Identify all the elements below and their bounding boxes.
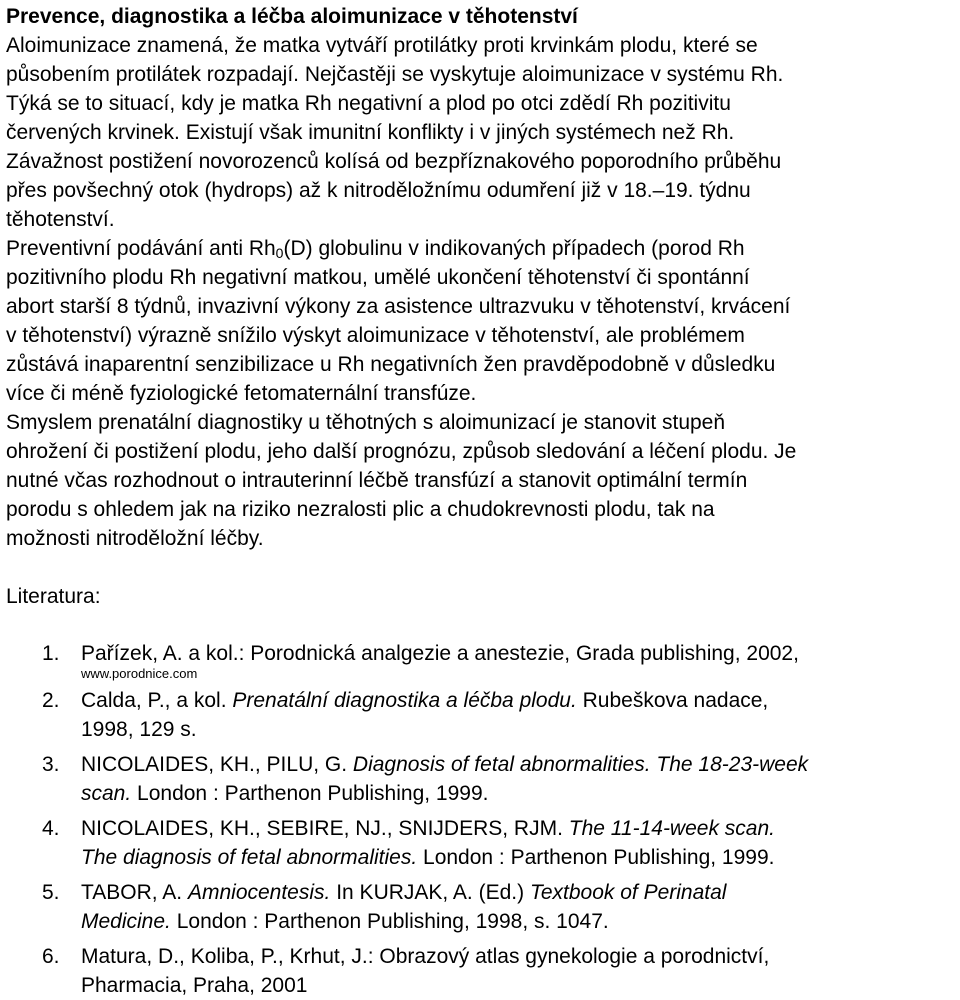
text-line: zůstává inaparentní senzibilizace u Rh negativních žen pravděpodobně v důsledku	[6, 353, 776, 376]
reference-text	[81, 814, 960, 843]
reference-url: www.porodnice.com	[81, 666, 198, 681]
text-line	[6, 234, 960, 263]
text-fragment: In KURJAK, A. (Ed.)	[330, 881, 530, 904]
text-line: Smyslem prenatální diagnostiky u těhotných s aloimunizací je stanovit stupeň	[6, 411, 726, 434]
diagnostics-paragraph	[6, 408, 960, 553]
spacer	[6, 553, 960, 582]
reference-number: 6.	[42, 945, 60, 968]
italic-title: Diagnosis of fetal abnormalities. The 18-23-week	[352, 753, 809, 776]
text-fragment: (D) globulinu v indikovaných případech (porod Rh	[283, 237, 745, 260]
reference-text	[81, 779, 960, 808]
reference-item	[6, 878, 960, 936]
document-title: Prevence, diagnostika a léčba aloimunizace v těhotenství	[6, 5, 578, 28]
reference-text: Matura, D., Koliba, P., Krhut, J.: Obrazový atlas gynekologie a porodnictví,	[81, 945, 770, 968]
text-fragment: Preventivní podávání anti Rh	[6, 237, 276, 260]
text-line: Aloimunizace znamená, že matka vytváří protilátky proti krvinkám plodu, které se	[6, 34, 758, 57]
reference-text: Pařízek, A. a kol.: Porodnická analgezie a anestezie, Grada publishing, 2002,	[81, 642, 799, 665]
text-line: Závažnost postižení novorozenců kolísá od bezpříznakového poporodního průběhu	[6, 150, 782, 173]
reference-text	[81, 750, 960, 779]
text-line: porodu s ohledem jak na riziko nezralosti plic a chudokrevnosti plodu, tak na	[6, 498, 715, 521]
literature-heading: Literatura:	[6, 585, 101, 608]
text-fragment: London : Parthenon Publishing, 1999.	[131, 782, 489, 805]
text-line: Týká se to situací, kdy je matka Rh negativní a plod po otci zdědí Rh pozitivitu	[6, 92, 731, 115]
italic-title: Amniocentesis.	[187, 881, 331, 904]
italic-title: Prenatální diagnostika a léčba plodu.	[232, 689, 577, 712]
subscript: 0	[275, 245, 284, 261]
reference-text: Pharmacia, Praha, 2001	[81, 974, 308, 997]
text-fragment: London : Parthenon Publishing, 1998, s. 1047.	[170, 910, 609, 933]
text-line: červených krvinek. Existují však imunitní konflikty i v jiných systémech než Rh.	[6, 121, 735, 144]
text-line: v těhotenství) výrazně snížilo výskyt aloimunizace v těhotenství, ale problémem	[6, 324, 745, 347]
text-fragment: NICOLAIDES, KH., PILU, G.	[81, 753, 353, 776]
reference-text	[81, 843, 960, 872]
reference-text	[81, 878, 960, 907]
text-fragment: Calda, P., a kol.	[81, 689, 233, 712]
italic-title: The 11-14-week scan.	[568, 817, 775, 840]
reference-number: 2.	[42, 689, 60, 712]
reference-text	[81, 907, 960, 936]
reference-number: 4.	[42, 817, 60, 840]
text-line: těhotenství.	[6, 208, 115, 231]
reference-item	[6, 814, 960, 872]
text-line: ohrožení či postižení plodu, jeho další prognózu, způsob sledování a léčení plodu. Je	[6, 440, 797, 463]
italic-title: Textbook of Perinatal	[529, 881, 727, 904]
text-fragment: London : Parthenon Publishing, 1999.	[417, 846, 775, 869]
text-fragment: TABOR, A.	[81, 881, 188, 904]
text-line: více či méně fyziologické fetomaternální transfúze.	[6, 382, 477, 405]
text-line: abort starší 8 týdnů, invazivní výkony za asistence ultrazvuku v těhotenství, krvácení	[6, 295, 791, 318]
text-line: nutné včas rozhodnout o intrauterinní léčbě transfúzí a stanovit optimální termín	[6, 469, 748, 492]
text-line: působením protilátek rozpadají. Nejčastěji se vyskytuje aloimunizace v systému Rh.	[6, 63, 784, 86]
intro-paragraph	[6, 31, 960, 234]
reference-item	[6, 750, 960, 808]
italic-title: scan.	[81, 782, 132, 805]
text-line: pozitivního plodu Rh negativní matkou, umělé ukončení těhotenství či spontánní	[6, 266, 750, 289]
reference-item	[6, 639, 960, 682]
text-line: možnosti nitroděložní léčby.	[6, 527, 264, 550]
reference-number: 3.	[42, 753, 60, 776]
text-fragment: Rubeškova nadace,	[576, 689, 769, 712]
text-fragment: NICOLAIDES, KH., SEBIRE, NJ., SNIJDERS, RJM.	[81, 817, 569, 840]
italic-title: Medicine.	[81, 910, 171, 933]
italic-title: The diagnosis of fetal abnormalities.	[81, 846, 418, 869]
reference-number: 1.	[42, 642, 60, 665]
preventive-paragraph	[6, 234, 960, 408]
reference-item	[6, 942, 960, 1000]
text-line: přes povšechný otok (hydrops) až k nitroděložnímu odumření již v 18.–19. týdnu	[6, 179, 751, 202]
reference-text	[81, 686, 960, 715]
reference-text: 1998, 129 s.	[81, 718, 197, 741]
reference-number: 5.	[42, 881, 60, 904]
reference-list	[6, 639, 960, 1000]
reference-item	[6, 686, 960, 744]
